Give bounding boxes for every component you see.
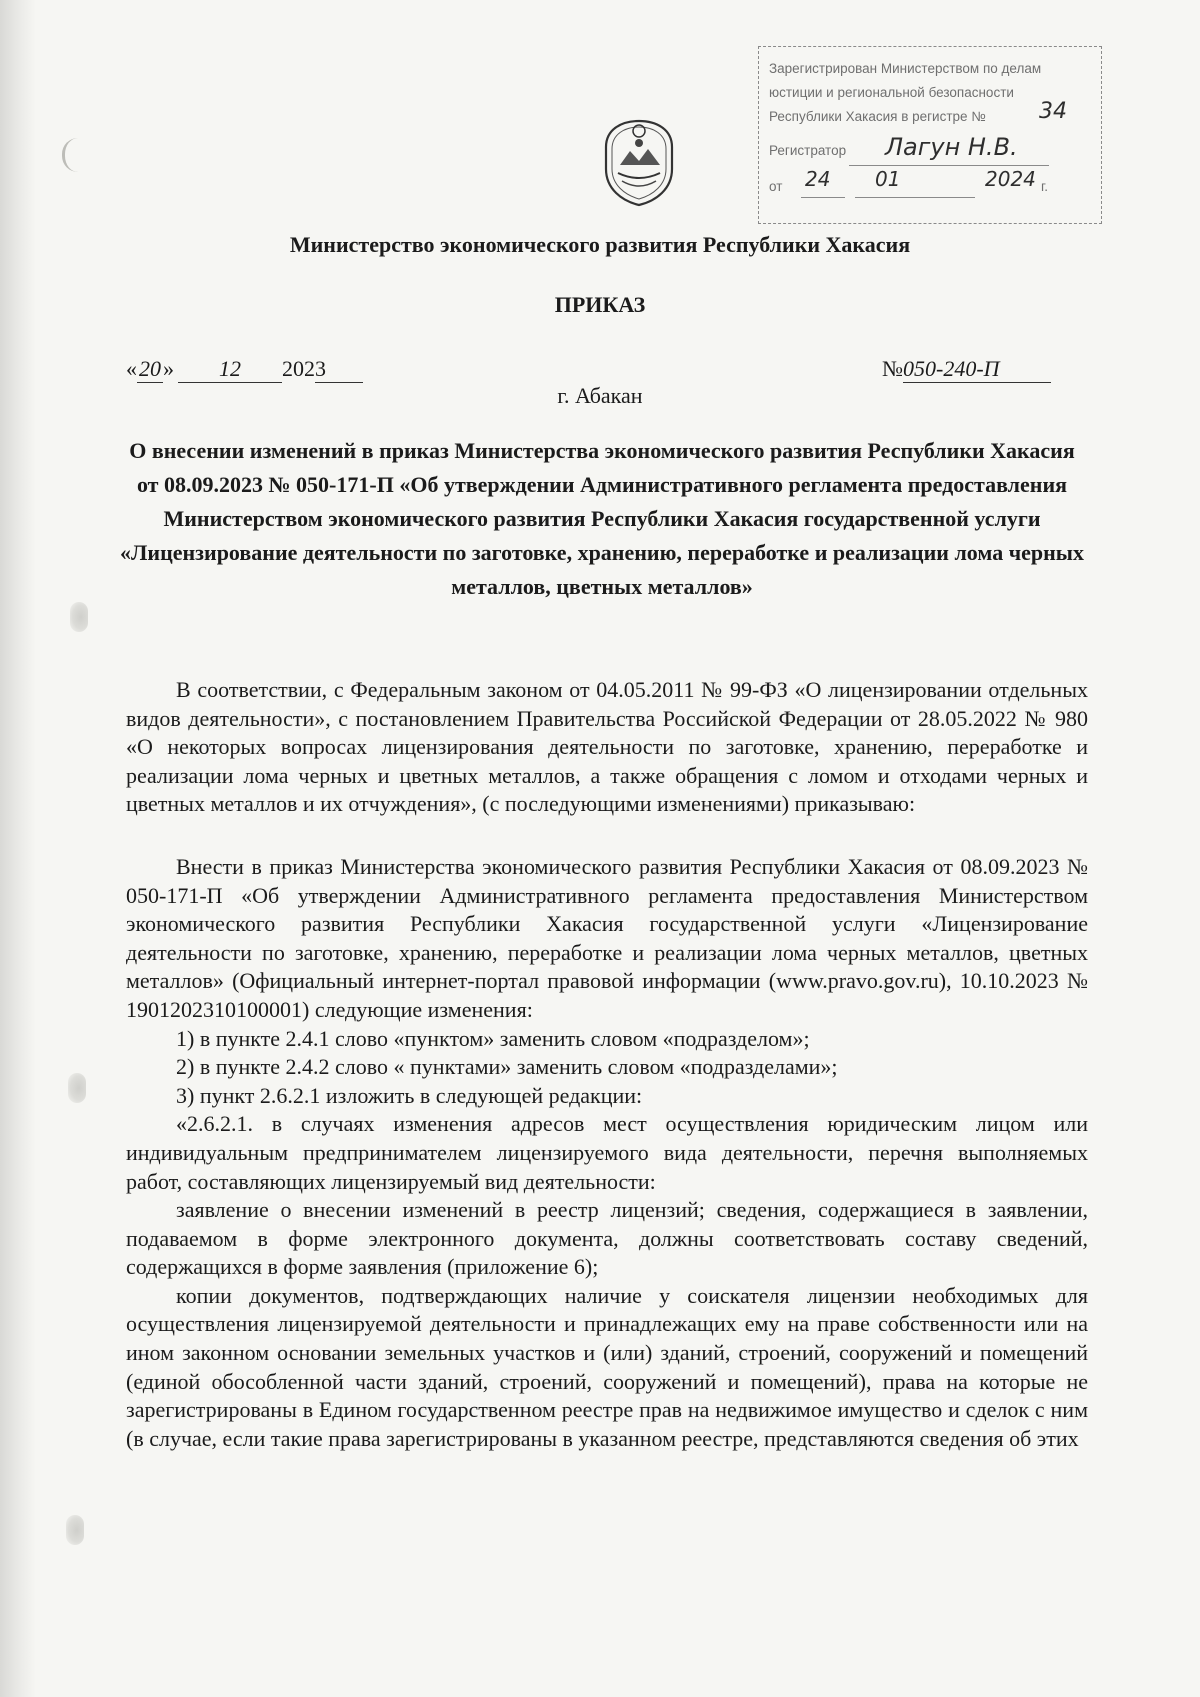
stamp-date-day: 24 — [805, 167, 831, 191]
punch-hole-mark — [66, 1515, 84, 1545]
signature-underline — [849, 165, 1049, 166]
punch-hole-mark — [68, 1073, 86, 1103]
stamp-date-prefix: от — [769, 179, 783, 194]
city: г. Абакан — [557, 383, 643, 408]
paragraph-legal-basis: В соответствии, с Федеральным законом от 04.05.2011 № 99-ФЗ «О лицензировании отдельных видов деятельности», с постановлением Правительства Российской Федерации от 28.05.2022 № 980 «О некоторых вопросах лицензирования деятельности по заготовке, хранению, переработке и реализации лома черных и цветных металлов, а также обращения с ломом и отходами черных и цветных металлов и их отчуждения», (с последующими изменениями) приказываю: — [126, 677, 1088, 817]
order-body — [126, 676, 1088, 1453]
registrar-signature: Лагун Н.В. — [885, 133, 1018, 161]
stamp-line-2: юстиции и региональной безопасности — [769, 85, 1014, 100]
stamp-day-underline — [801, 197, 845, 198]
stamp-month-underline — [855, 197, 975, 198]
paragraph-clause-2-6-2-1: «2.6.2.1. в случаях изменения адресов мест осуществления юридическим лицом или индивидуальным предпринимателем лицензируемого вида деятельности, перечня выполняемых работ, составляющих лицензируемый вид деятельности: — [126, 1111, 1088, 1194]
order-title: О внесении изменений в приказ Министерства экономического развития Республики Хакасия от 08.09.2023 № 050-171-П «Об утверждении Административного регламента предоставления Министерством экономического развития Республики Хакасия государственной услуги «Лицензирование деятельности по заготовке, хранению, переработке и реализации лома черных металлов, цветных металлов» — [120, 438, 1084, 599]
ministry-name: Министерство экономического развития Республики Хакасия — [289, 232, 911, 257]
registration-stamp — [758, 46, 1102, 224]
stamp-date-year: 2024 — [985, 167, 1036, 191]
document-type: ПРИКАЗ — [554, 292, 646, 317]
amendment-item-1: 1) в пункте 2.4.1 слово «пунктом» заменить словом «подразделом»; — [176, 1025, 810, 1051]
paragraph-documents: копии документов, подтверждающих наличие у соискателя лицензии необходимых для осуществления лицензируемой деятельности и принадлежащих ему на праве собственности или на ином законном основании земельных участков и (или) зданий, строений, сооружений и помещений (единой обособленной части зданий, строений, сооружений и помещений), права на которые не зарегистрированы в Едином государственном реестре прав на недвижимое имущество и сделок с ним (в случае, если такие права зарегистрированы в указанном реестре, представляются сведения об этих — [126, 1282, 1088, 1451]
amendment-item-2: 2) в пункте 2.4.2 слово « пунктами» заменить словом «подразделами»; — [176, 1054, 838, 1080]
punch-hole-mark — [62, 138, 79, 172]
order-date-day: 20 — [139, 356, 161, 381]
amendment-item-3: 3) пункт 2.6.2.1 изложить в следующей редакции: — [176, 1082, 643, 1108]
punch-hole-mark — [70, 602, 88, 632]
stamp-line-3: Республики Хакасия в регистре № — [769, 109, 986, 124]
coat-of-arms-icon — [598, 117, 680, 207]
stamp-line-4: Регистратор — [769, 143, 847, 158]
order-date-year-digit: 3 — [315, 356, 363, 383]
stamp-date-suffix: г. — [1041, 179, 1049, 194]
order-number-value: 050-240-П — [903, 356, 1051, 383]
paragraph-application: заявление о внесении изменений в реестр лицензий; сведения, содержащиеся в заявлении, подаваемом в форме электронного документа, должны соответствовать составу сведений, содержащихся в форме заявления (приложение 6); — [126, 1197, 1088, 1280]
order-number — [882, 356, 1051, 383]
order-date-month: 12 — [178, 356, 282, 383]
number-sign: № — [882, 356, 903, 381]
date-close-quote: » — [163, 356, 174, 381]
stamp-registry-number: 34 — [1039, 99, 1067, 124]
order-date-year-prefix: 202 — [282, 356, 315, 381]
order-date — [126, 356, 363, 383]
stamp-date-month: 01 — [875, 167, 901, 191]
stamp-line-1: Зарегистрирован Министерством по делам — [769, 61, 1042, 76]
date-open-quote: « — [126, 356, 137, 381]
paragraph-amendment: Внести в приказ Министерства экономического развития Республики Хакасия от 08.09.2023 № 050-171-П «Об утверждении Административного регламента предоставления Министерством экономического развития Республики Хакасия государственной услуги «Лицензирование деятельности по заготовке, хранению, переработке и реализации лома черных металлов, цветных металлов» (Официальный интернет-портал правовой информации (www.pravo.gov.ru), 10.10.2023 № 1901202310100001) следующие изменения: — [126, 853, 1088, 1022]
